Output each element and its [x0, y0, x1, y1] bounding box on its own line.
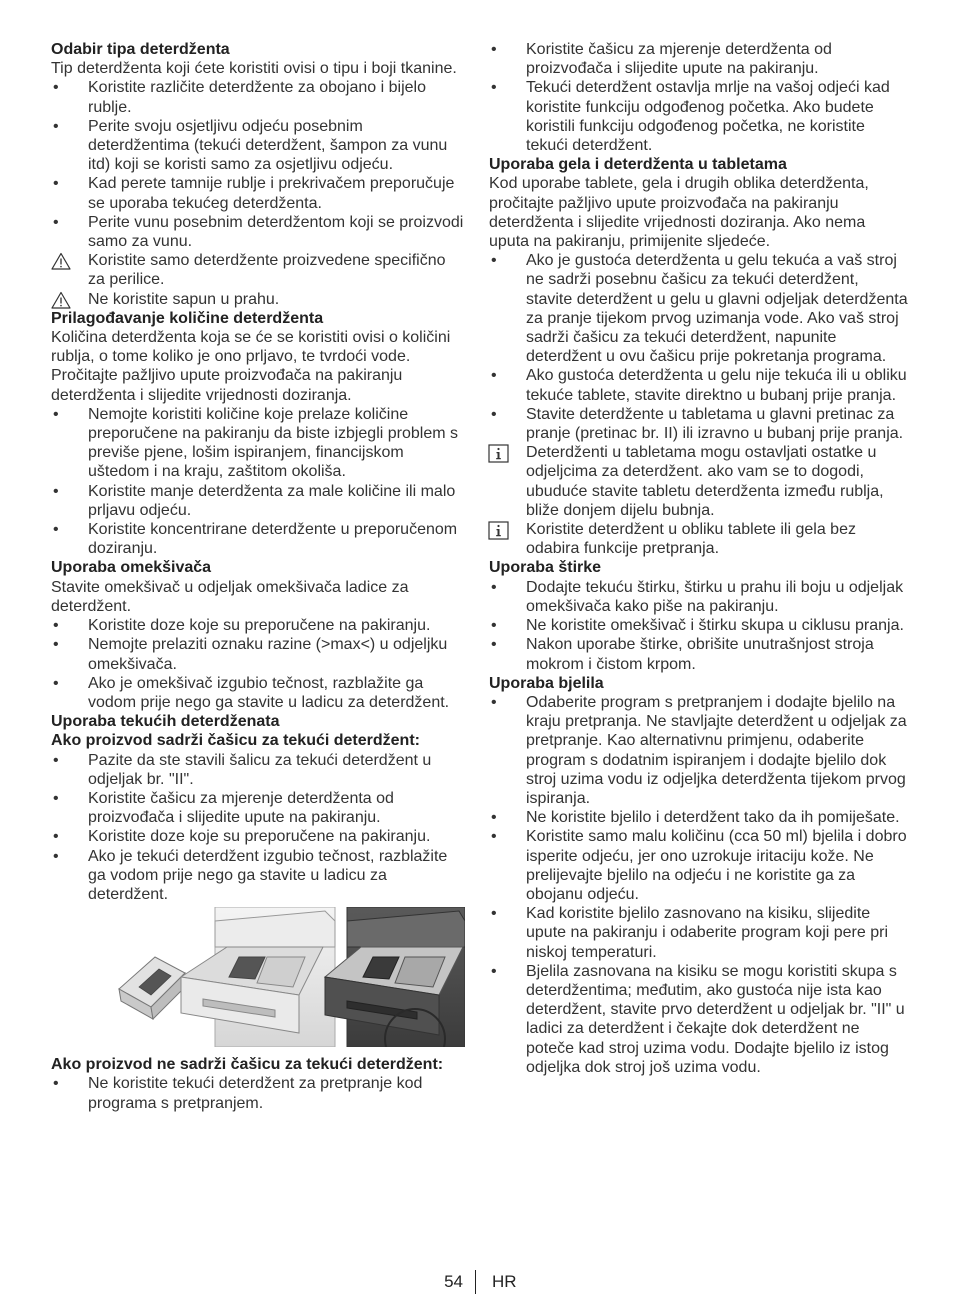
list-item: • Koristite samo malu količinu (cca 50 ml) bjelila i dobro isperite odjeću, jer ono uzrokuje iritaciju kože. Ne prelijevajte bjelilo na odjeću i ne koristite ga za obojanu odjeću. — [489, 827, 909, 904]
list-item: • Perite vunu posebnim deterdžentom koji se proizvodi samo za vunu. — [51, 213, 465, 251]
list-item: • Tekući deterdžent ostavlja mrlje na vašoj odjeći kad koristite funkciju odgođenog početka. Ako budete koristili funkciju odgođenog početka, ne koristite tekući deterdžent. — [489, 78, 909, 155]
warning-triangle-icon — [51, 252, 71, 270]
list-item: • Perite svoju osjetljivu odjeću posebnim deterdžentima (tekući deterdžent, šampon za vunu itd) koji se koristi samo za osjetljivu odjeću. — [51, 117, 465, 175]
info-icon — [488, 444, 509, 463]
section-heading-bleach: Uporaba bjelila — [489, 674, 604, 692]
bullet-list — [51, 1074, 465, 1112]
list-item: • Ne koristite tekući deterdžent za pretpranje kod programa s pretpranjem. — [51, 1074, 465, 1112]
list-item: • Stavite deterdžente u tabletama u glavni pretinac za pranje (pretinac br. II) ili izravno u bubanj prije pranja. — [489, 405, 909, 443]
list-item: • Ne koristite omekšivač i štirku skupa u ciklusu pranja. — [489, 616, 909, 635]
list-item: • Ako je omekšivač izgubio tečnost, razblažite ga vodom prije nego ga stavite u ladicu za deterdžent. — [51, 674, 465, 712]
bullet-list — [489, 693, 909, 1077]
note-text: Koristite deterdžent u obliku tablete ili gela bez odabira funkcije pretpranja. — [526, 521, 856, 558]
bullet-list — [51, 405, 465, 559]
note-item — [489, 443, 909, 520]
page-footer — [0, 1270, 954, 1296]
list-item: • Dodajte tekuću štirku, štirku u prahu ili boju u odjeljak omekšivača kako piše na pakiranju. — [489, 578, 909, 616]
paragraph: Tip deterdženta koji ćete koristiti ovisi o tipu i boji tkanine. — [51, 60, 457, 78]
right-column — [489, 40, 909, 1077]
list-item: • Koristite doze koje su preporučene na pakiranju. — [51, 616, 465, 635]
warning-triangle-icon — [51, 291, 71, 309]
bullet-list — [51, 751, 465, 905]
info-icon — [488, 521, 509, 540]
note-text: Deterdženti u tabletama mogu ostavljati ostatke u odjeljcima za deterdžent. ako vam se to dogodi, ubuduće stavite tabletu deterdženta između rublja, bliže donjem dijelu bubnja. — [526, 444, 884, 519]
list-item: • Koristite čašicu za mjerenje deterdženta od proizvođača i slijedite upute na pakiranju. — [51, 789, 465, 827]
warning-item — [51, 290, 465, 309]
sub-heading-without-cup: Ako proizvod ne sadrži čašicu za tekući deterdžent: — [51, 1056, 444, 1074]
paragraph: Stavite omekšivač u odjeljak omekšivača ladice za deterdžent. — [51, 578, 409, 615]
paragraph: Kod uporabe tablete, gela i drugih oblika deterdženta, pročitajte pažljivo upute proizvođača na pakiranju deterdženta i slijedite vrijednosti doziranja. Ako nema uputa na pakiranju, primijenite sljedeće. — [489, 175, 869, 251]
list-item: • Nakon uporabe štirke, obrišite unutrašnjost stroja mokrom i čistom krpom. — [489, 635, 909, 673]
bullet-list — [489, 251, 909, 558]
list-item: • Koristite čašicu za mjerenje deterdženta od proizvođača i slijedite upute na pakiranju. — [489, 40, 909, 78]
list-item: • Bjelila zasnovana na kisiku se mogu koristiti skupa s deterdžentima; međutim, ako gustoća nije ista kao deterdžent, stavite prvo deterdžent u odjeljak br. "II" u ladici za deterdžent i čekajte dok deterdžent ne poteče kad stroj uzima vodu. Dodajte bjelilo iz istog odjeljka dok stroj još uzima vodu. — [489, 962, 909, 1077]
language-code: HR — [492, 1272, 517, 1291]
section-heading-detergent-type: Odabir tipa deterdženta — [51, 41, 230, 58]
list-item: • Odaberite program s pretpranjem i dodajte bjelilo na kraju pretpranja. Ne stavljajte deterdžent u odjeljak za pretpranje. Kao alternativnu primjenu, odaberite program s dodatnim ispiranjem i dodajte bjelilo dok stroj uzima vodu iz odjeljka deterdženta tijekom prvog ispiranja. — [489, 693, 909, 808]
list-item: • Pazite da ste stavili šalicu za tekući deterdžent u odjeljak br. "II". — [51, 751, 465, 789]
list-item: • Ne koristite bjelilo i deterdžent tako da ih pomiješate. — [489, 808, 909, 827]
left-column — [51, 40, 465, 1113]
section-heading-starch: Uporaba štirke — [489, 559, 602, 577]
footer-divider — [475, 1270, 476, 1294]
drawer-illustration-image — [115, 907, 465, 1047]
warning-item — [51, 251, 465, 289]
list-item: • Kad perete tamnije rublje i prekrivačem preporučuje se uporaba tekućeg deterdženta. — [51, 174, 465, 212]
paragraph: Količina deterdženta koja se će se koristiti ovisi o količini rublja, o tome koliko je ono prljavo, te tvrdoći vode. Pročitajte pažljivo upute proizvođača na pakiranju deterdženta i slijedite vrijednosti doziranja. — [51, 329, 451, 404]
bullet-list — [51, 616, 465, 712]
section-heading-adjusting: Prilagođavanje količine deterdženta — [51, 309, 324, 327]
bullet-list — [489, 40, 909, 155]
list-item: • Koristite manje deterdženta za male količine ili malo prljavu odjeću. — [51, 482, 465, 520]
section-heading-liquid: Uporaba tekućih deterdženata — [51, 713, 280, 731]
section-heading-gel-tablet: Uporaba gela i deterdženta u tabletama — [489, 156, 787, 174]
list-item: • Ako je tekući deterdžent izgubio tečnost, razblažite ga vodom prije nego ga stavite u ladicu za deterdžent. — [51, 847, 465, 905]
list-item: • Ako je gustoća deterdženta u gelu tekuća a vaš stroj ne sadrži posebnu čašicu za tekući deterdžent, stavite deterdžent u gelu u glavni odjeljak deterdženta za pranje tijekom prvog uzimanja vode. Ako vaš stroj sadrži čašicu za tekući deterdžent, napunite deterdžent u ovu čašicu prije pokretanja programa. — [489, 251, 909, 366]
page-number: 54 — [444, 1272, 463, 1291]
list-item: • Kad koristite bjelilo zasnovano na kisiku, slijedite upute na pakiranju i odaberite program koji pere pri niskoj temperaturi. — [489, 904, 909, 962]
list-item: • Koristite različite deterdžente za obojano i bijelo rublje. — [51, 78, 465, 116]
list-item: • Koristite koncentrirane deterdžente u preporučenom doziranju. — [51, 520, 465, 558]
bullet-list — [489, 578, 909, 674]
warning-text: Koristite samo deterdžente proizvedene specifično za perilice. — [88, 252, 446, 289]
section-heading-softener: Uporaba omekšivača — [51, 559, 212, 577]
list-item: • Nemojte prelaziti oznaku razine (>max<) u odjeljku omekšivača. — [51, 635, 465, 673]
detergent-drawer-illustration — [115, 907, 465, 1047]
list-item: • Ako gustoća deterdženta u gelu nije tekuća ili u obliku tekuće tablete, stavite direktno u bubanj prije pranja. — [489, 366, 909, 404]
list-item: • Nemojte koristiti količine koje prelaze količine preporučene na pakiranju da biste izbjegli problem s previše pjene, lošim ispiranjem, financijskom uštedom i na kraju, zaštitom okoliša. — [51, 405, 465, 482]
note-item — [489, 520, 909, 558]
list-item: • Koristite doze koje su preporučene na pakiranju. — [51, 827, 465, 846]
bullet-list — [51, 78, 465, 308]
sub-heading-with-cup: Ako proizvod sadrži čašicu za tekući deterdžent: — [51, 732, 420, 750]
warning-text: Ne koristite sapun u prahu. — [88, 290, 280, 308]
